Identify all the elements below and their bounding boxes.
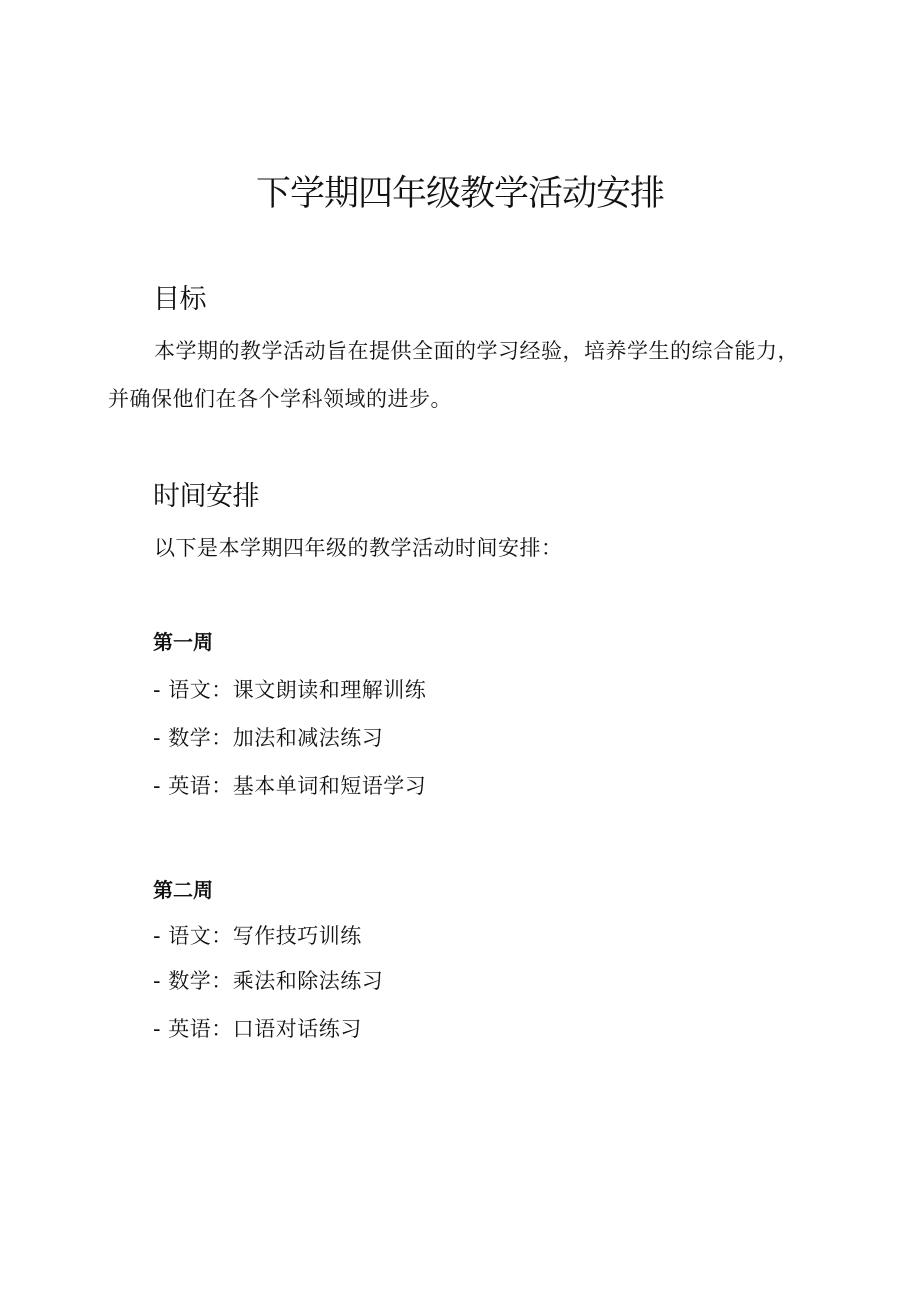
week-1-item-math: - 数学：加法和减法练习: [153, 726, 384, 750]
section-heading-goal: 目标: [153, 284, 206, 315]
week-1-item-english: - 英语：基本单词和短语学习: [153, 774, 427, 798]
section-heading-schedule: 时间安排: [153, 481, 259, 512]
week-1-item-chinese: - 语文：课文朗读和理解训练: [153, 678, 427, 702]
week-2-item-english: - 英语：口语对话练习: [153, 1017, 362, 1041]
week-2-item-chinese: - 语文：写作技巧训练: [153, 924, 362, 948]
week-2-item-math: - 数学：乘法和除法练习: [153, 969, 384, 993]
page-title: 下学期四年级教学活动安排: [255, 174, 664, 214]
week-1-heading: 第一周: [153, 630, 213, 654]
schedule-intro-paragraph: 以下是本学期四年级的教学活动时间安排：: [154, 536, 563, 560]
goal-paragraph: 本学期的教学活动旨在提供全面的学习经验，培养学生的综合能力，并确保他们在各个学科领域的进步。: [108, 339, 799, 411]
week-2-heading: 第二周: [153, 878, 213, 902]
